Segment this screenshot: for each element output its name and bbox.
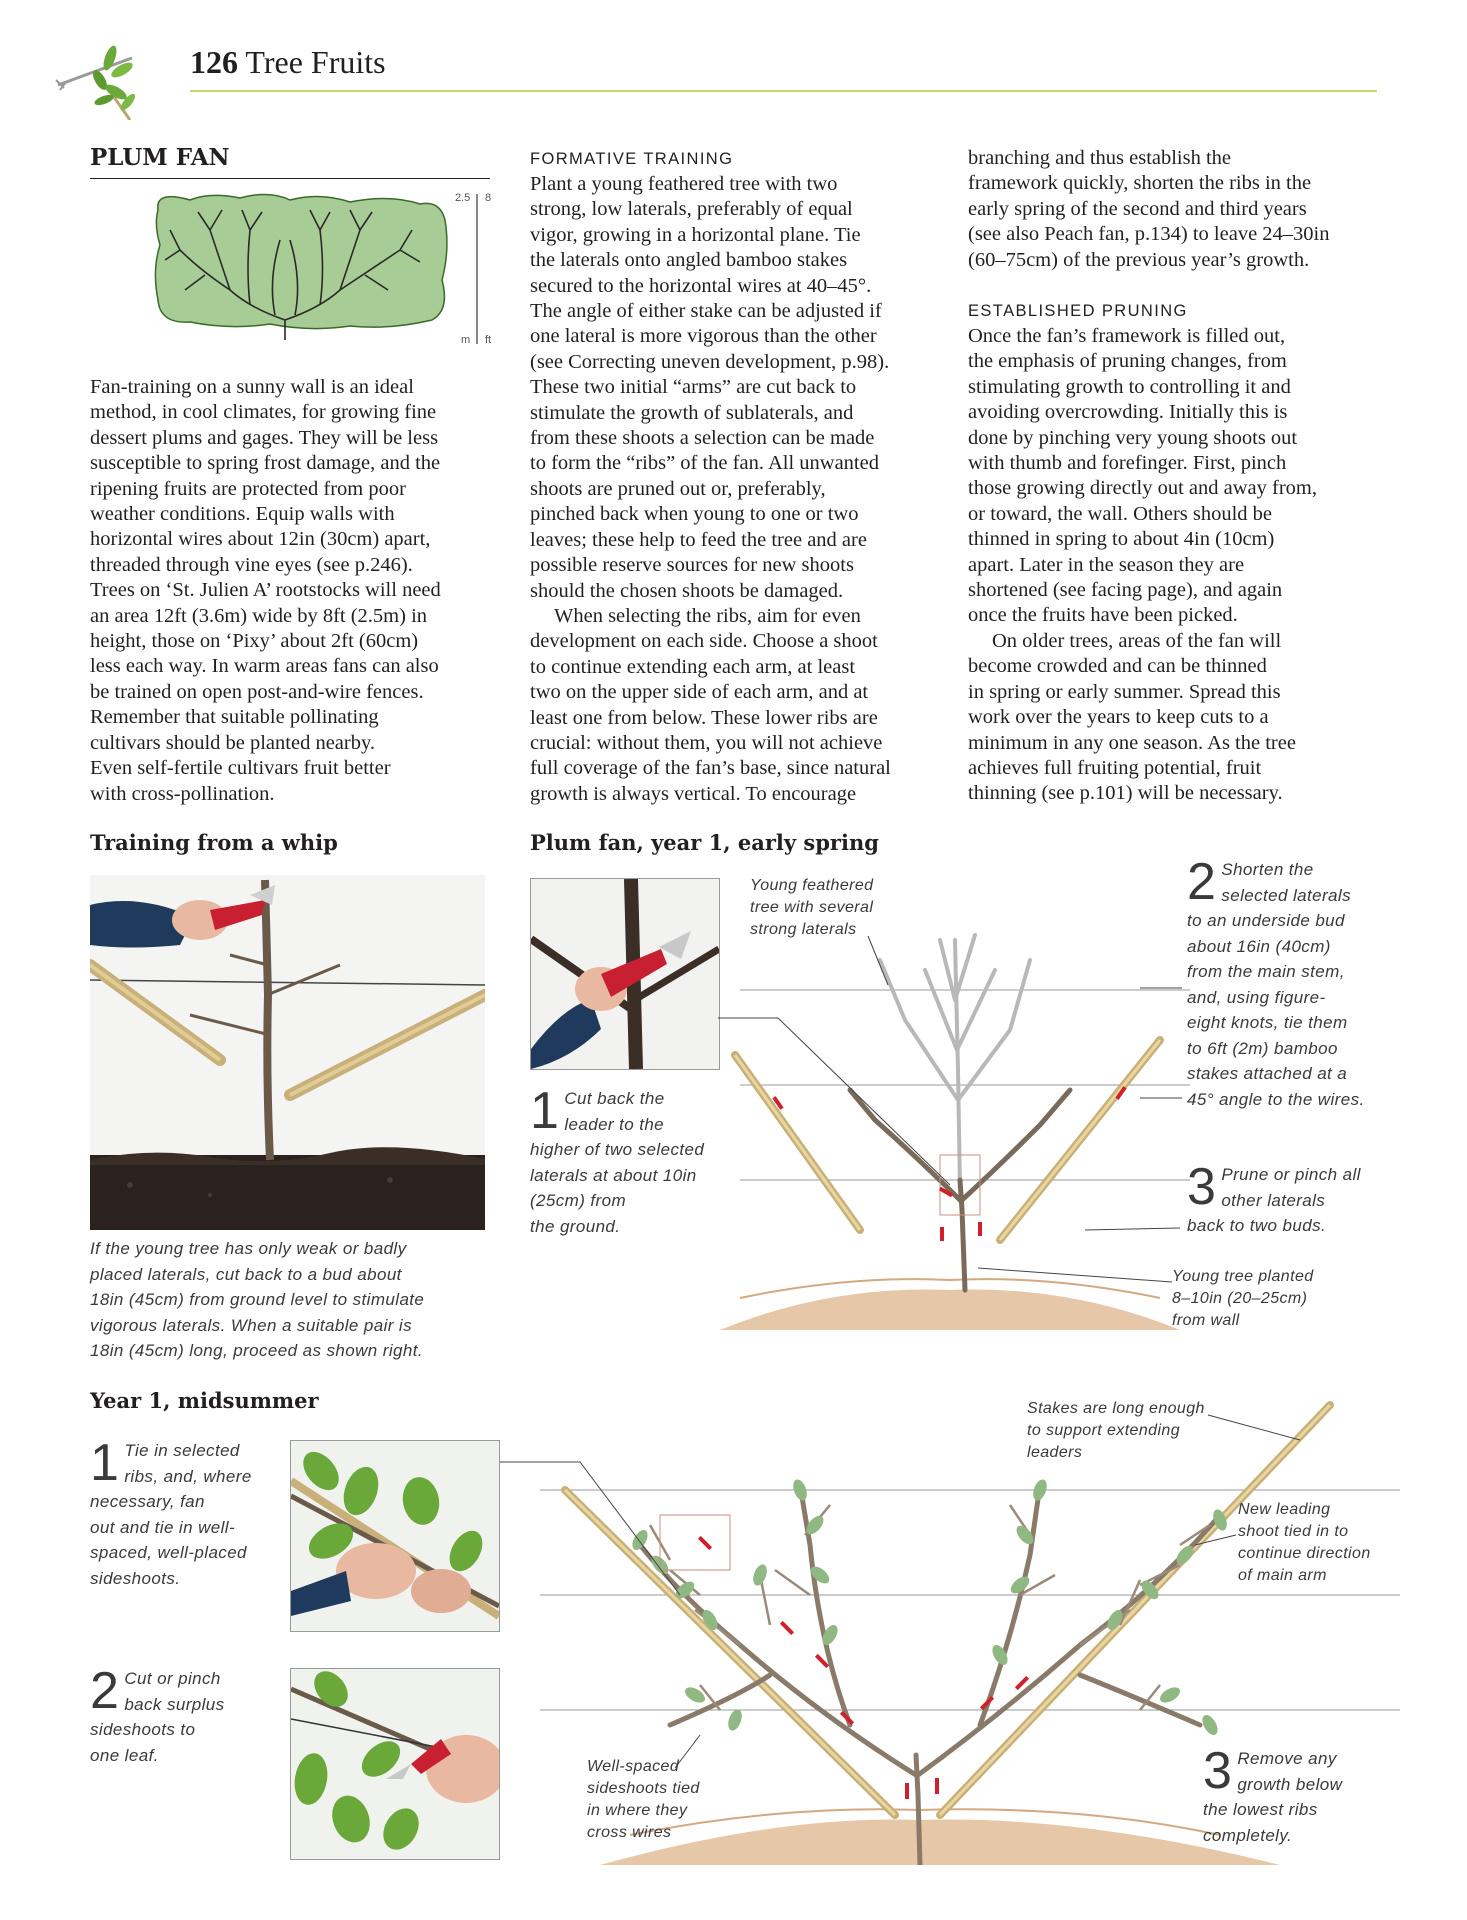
intro-line: horizontal wires about 12in (30cm) apart, bbox=[90, 528, 431, 551]
label-line: strong laterals bbox=[750, 921, 857, 938]
col3-line: branching and thus establish the bbox=[968, 147, 1232, 169]
intro-line: Remember that suitable pollinating bbox=[90, 706, 379, 729]
formative-line: shoots are pruned out or, preferably, bbox=[530, 477, 826, 500]
step-line: back surplus bbox=[124, 1694, 225, 1714]
step-number: 1 bbox=[90, 1434, 120, 1492]
col3-line: apart. Later in the season they are bbox=[968, 553, 1245, 576]
col3-line: avoiding overcrowding. Initially this is bbox=[968, 401, 1288, 424]
col3-line: the emphasis of pruning changes, from bbox=[968, 350, 1287, 373]
col3-line: early spring of the second and third years bbox=[968, 197, 1307, 220]
step-line: stakes attached at a bbox=[1187, 1064, 1348, 1083]
label-line: sideshoots tied bbox=[587, 1780, 700, 1797]
scale-bar bbox=[455, 192, 495, 347]
col3-line: done by pinching very young shoots out bbox=[968, 426, 1298, 449]
label-line: shoot tied in to bbox=[1238, 1523, 1349, 1540]
step-line: Prune or pinch all bbox=[1221, 1165, 1361, 1184]
label-line: from wall bbox=[1172, 1312, 1240, 1329]
step-line: and, using figure- bbox=[1187, 987, 1326, 1007]
spring-step-1 bbox=[530, 1082, 730, 1239]
formative-line: pinched back when young to one or two bbox=[530, 503, 859, 526]
formative-line: (see Correcting uneven development, p.98). bbox=[530, 350, 890, 373]
label-line: tree with several bbox=[750, 899, 874, 916]
col3-line: achieves full fruiting potential, fruit bbox=[968, 756, 1262, 779]
col3-line: or toward, the wall. Others should be bbox=[968, 502, 1273, 525]
step-line: Tie in selected bbox=[124, 1441, 240, 1460]
page-header bbox=[190, 44, 386, 81]
spring-cut-photo bbox=[530, 878, 720, 1070]
label-line: in where they bbox=[587, 1802, 688, 1819]
formative-line: should the chosen shoots be damaged. bbox=[530, 579, 844, 602]
step-line: out and tie in well- bbox=[90, 1517, 236, 1537]
intro-line: Even self-fertile cultivars fruit better bbox=[90, 757, 391, 780]
scale-line bbox=[476, 194, 478, 344]
step-line: other laterals bbox=[1221, 1190, 1326, 1210]
col3-line: work over the years to keep cuts to a bbox=[968, 706, 1269, 729]
formative-line: full coverage of the fan’s base, since natural bbox=[530, 757, 891, 780]
summer-step-1 bbox=[90, 1434, 285, 1591]
header-rule bbox=[190, 90, 1377, 92]
col3-line: thinned in spring to about 4in (10cm) bbox=[968, 528, 1275, 551]
whip-caption bbox=[90, 1236, 490, 1364]
formative-line: growth is always vertical. To encourage bbox=[530, 782, 857, 805]
step-line: to 6ft (2m) bamboo bbox=[1187, 1038, 1338, 1058]
col3-line: On older trees, areas of the fan will bbox=[992, 629, 1282, 652]
step-line: back to two buds. bbox=[1187, 1216, 1327, 1235]
step-line: necessary, fan bbox=[90, 1492, 205, 1511]
col3-line: in spring or early summer. Spread this bbox=[968, 680, 1281, 703]
label-line: Well-spaced bbox=[587, 1758, 680, 1775]
formative-line: leaves; these help to feed the tree and are bbox=[530, 528, 867, 551]
whip-caption-line: vigorous laterals. When a suitable pair is bbox=[90, 1315, 413, 1335]
step-line: 45° angle to the wires. bbox=[1187, 1089, 1365, 1109]
header-leaf-icon bbox=[50, 30, 140, 120]
col3-line: with thumb and forefinger. First, pinch bbox=[968, 452, 1287, 475]
intro-line: an area 12ft (3.6m) wide by 8ft (2.5m) in bbox=[90, 604, 428, 627]
label-line: 8–10in (20–25cm) bbox=[1172, 1290, 1308, 1307]
title-rule bbox=[90, 178, 490, 179]
formative-line: two on the upper side of each arm, and at bbox=[530, 681, 869, 704]
formative-line: development on each side. Choose a shoot bbox=[530, 630, 878, 653]
intro-line: threaded through vine eyes (see p.246). bbox=[90, 553, 413, 576]
step-line: sideshoots. bbox=[90, 1568, 181, 1588]
formative-line: vigor, growing in a horizontal plane. Tie bbox=[530, 223, 861, 246]
col3-line: shortened (see facing page), and again bbox=[968, 579, 1283, 602]
summer-title: Year 1, midsummer bbox=[90, 1388, 319, 1413]
step-line: from the main stem, bbox=[1187, 962, 1345, 981]
col3-line: stimulating growth to controlling it and bbox=[968, 375, 1291, 398]
step-number: 2 bbox=[90, 1662, 120, 1720]
formative-line: from these shoots a selection can be made bbox=[530, 427, 875, 450]
summer-step-2 bbox=[90, 1662, 285, 1768]
step-line: laterals at about 10in bbox=[530, 1165, 697, 1185]
formative-line: Plant a young feathered tree with two bbox=[530, 173, 838, 195]
intro-line: Trees on ‘St. Julien A’ rootstocks will need bbox=[90, 579, 441, 602]
step-line: ribs, and, where bbox=[124, 1466, 252, 1486]
col3-line: thinning (see p.101) will be necessary. bbox=[968, 782, 1283, 805]
whip-caption-line: If the young tree has only weak or badly bbox=[90, 1239, 407, 1258]
step-line: eight knots, tie them bbox=[1187, 1013, 1348, 1032]
step-line: selected laterals bbox=[1221, 885, 1351, 905]
formative-line: These two initial “arms” are cut back to bbox=[530, 376, 857, 399]
summer-step-3 bbox=[1203, 1742, 1393, 1848]
intro-line: cultivars should be planted nearby. bbox=[90, 731, 376, 754]
whip-title: Training from a whip bbox=[90, 830, 338, 855]
plum-fan-title: PLUM FAN bbox=[90, 144, 230, 171]
label-line: Young feathered bbox=[750, 877, 874, 894]
intro-line: susceptible to spring frost damage, and the bbox=[90, 452, 441, 475]
spring-step-3 bbox=[1187, 1158, 1387, 1239]
whip-photo bbox=[90, 875, 485, 1230]
step-line: sideshoots to bbox=[90, 1720, 196, 1739]
col3-line: (60–75cm) of the previous year’s growth. bbox=[968, 248, 1310, 271]
label-young-planted bbox=[1172, 1266, 1314, 1332]
formative-line: When selecting the ribs, aim for even bbox=[554, 604, 861, 627]
label-line: of main arm bbox=[1238, 1567, 1327, 1584]
col3-line: minimum in any one season. As the tree bbox=[968, 731, 1296, 754]
intro-line: be trained on open post-and-wire fences. bbox=[90, 680, 424, 703]
formative-heading: FORMATIVE TRAINING bbox=[530, 150, 734, 168]
label-line: continue direction bbox=[1238, 1545, 1371, 1562]
step-line: Cut back the bbox=[564, 1089, 665, 1108]
step-line: Shorten the bbox=[1221, 860, 1314, 879]
summer-tie-photo bbox=[290, 1440, 500, 1632]
section-name: Tree Fruits bbox=[245, 44, 386, 80]
formative-text bbox=[530, 172, 950, 807]
label-line: Young tree planted bbox=[1172, 1268, 1314, 1285]
step-line: the ground. bbox=[530, 1216, 621, 1236]
step-number: 1 bbox=[530, 1082, 560, 1140]
label-young-feathered bbox=[750, 875, 873, 941]
fan-silhouette-diagram bbox=[150, 190, 490, 350]
label-line: to support extending bbox=[1027, 1422, 1180, 1439]
intro-line: Fan-training on a sunny wall is an ideal bbox=[90, 376, 414, 398]
formative-line: one lateral is more vigorous than the other bbox=[530, 325, 877, 348]
whip-caption-line: 18in (45cm) from ground level to stimulate bbox=[90, 1290, 425, 1309]
label-line: Stakes are long enough bbox=[1027, 1400, 1205, 1417]
intro-line: height, those on ‘Pixy’ about 2ft (60cm) bbox=[90, 630, 419, 653]
intro-line: weather conditions. Equip walls with bbox=[90, 503, 395, 526]
step-line: Cut or pinch bbox=[124, 1669, 221, 1688]
scale-unit-m: m bbox=[461, 334, 471, 346]
step-line: (25cm) from bbox=[530, 1191, 627, 1210]
scale-top-m: 2.5 bbox=[455, 192, 471, 204]
step-line: about 16in (40cm) bbox=[1187, 936, 1331, 956]
step-line: spaced, well-placed bbox=[90, 1543, 247, 1562]
step-line: the lowest ribs bbox=[1203, 1800, 1318, 1819]
intro-line: less each way. In warm areas fans can also bbox=[90, 655, 439, 678]
step-number: 3 bbox=[1203, 1742, 1233, 1800]
label-well-spaced bbox=[587, 1756, 700, 1844]
label-line: leaders bbox=[1027, 1444, 1083, 1461]
scale-top-ft: 8 bbox=[485, 192, 492, 204]
label-stakes bbox=[1027, 1398, 1205, 1464]
label-new-leading bbox=[1238, 1499, 1371, 1587]
intro-line: method, in cool climates, for growing fine bbox=[90, 401, 437, 424]
page-number: 126 bbox=[190, 44, 238, 80]
label-line: New leading bbox=[1238, 1501, 1331, 1518]
col3-line: once the fruits have been picked. bbox=[968, 604, 1238, 627]
col3-line: framework quickly, shorten the ribs in the bbox=[968, 172, 1312, 195]
formative-line: to continue extending each arm, at least bbox=[530, 655, 856, 678]
intro-line: dessert plums and gages. They will be less bbox=[90, 426, 439, 449]
formative-line: least one from below. These lower ribs are bbox=[530, 706, 878, 729]
summer-pinch-photo bbox=[290, 1668, 500, 1860]
col3-text-a bbox=[968, 146, 1388, 273]
formative-line: to form the “ribs” of the fan. All unwanted bbox=[530, 452, 879, 475]
whip-caption-line: placed laterals, cut back to a bud about bbox=[90, 1264, 402, 1284]
step-line: growth below bbox=[1237, 1774, 1343, 1794]
plum-fan-intro bbox=[90, 375, 500, 807]
col3-line: those growing directly out and away from, bbox=[968, 477, 1317, 500]
formative-line: the laterals onto angled bamboo stakes bbox=[530, 249, 848, 272]
step-line: higher of two selected bbox=[530, 1140, 705, 1159]
step-line: one leaf. bbox=[90, 1745, 159, 1765]
formative-line: The angle of either stake can be adjusted if bbox=[530, 300, 882, 323]
step-number: 3 bbox=[1187, 1158, 1217, 1216]
col3-line: Once the fan’s framework is filled out, bbox=[968, 325, 1286, 347]
step-line: completely. bbox=[1203, 1825, 1293, 1845]
col3-text-b bbox=[968, 324, 1388, 807]
spring-title: Plum fan, year 1, early spring bbox=[530, 830, 879, 855]
intro-line: ripening fruits are protected from poor bbox=[90, 477, 406, 500]
spring-diagram bbox=[700, 900, 1190, 1330]
formative-line: crucial: without them, you will not achieve bbox=[530, 731, 883, 754]
step-line: leader to the bbox=[564, 1114, 665, 1134]
whip-caption-line: 18in (45cm) long, proceed as shown right. bbox=[90, 1341, 423, 1360]
formative-line: stimulate the growth of sublaterals, and bbox=[530, 401, 854, 424]
intro-line: with cross-pollination. bbox=[90, 782, 275, 805]
label-line: cross wires bbox=[587, 1824, 672, 1841]
formative-line: secured to the horizontal wires at 40–45°. bbox=[530, 274, 872, 297]
spring-step-2 bbox=[1187, 853, 1387, 1112]
col3-line: become crowded and can be thinned bbox=[968, 655, 1267, 678]
col3-line: (see also Peach fan, p.134) to leave 24–30in bbox=[968, 223, 1330, 246]
scale-unit-ft: ft bbox=[485, 334, 492, 346]
step-line: to an underside bud bbox=[1187, 911, 1345, 930]
established-heading: ESTABLISHED PRUNING bbox=[968, 302, 1188, 320]
formative-line: strong, low laterals, preferably of equal bbox=[530, 198, 853, 221]
formative-line: possible reserve sources for new shoots bbox=[530, 554, 854, 577]
step-line: Remove any bbox=[1237, 1749, 1337, 1768]
step-number: 2 bbox=[1187, 853, 1217, 911]
